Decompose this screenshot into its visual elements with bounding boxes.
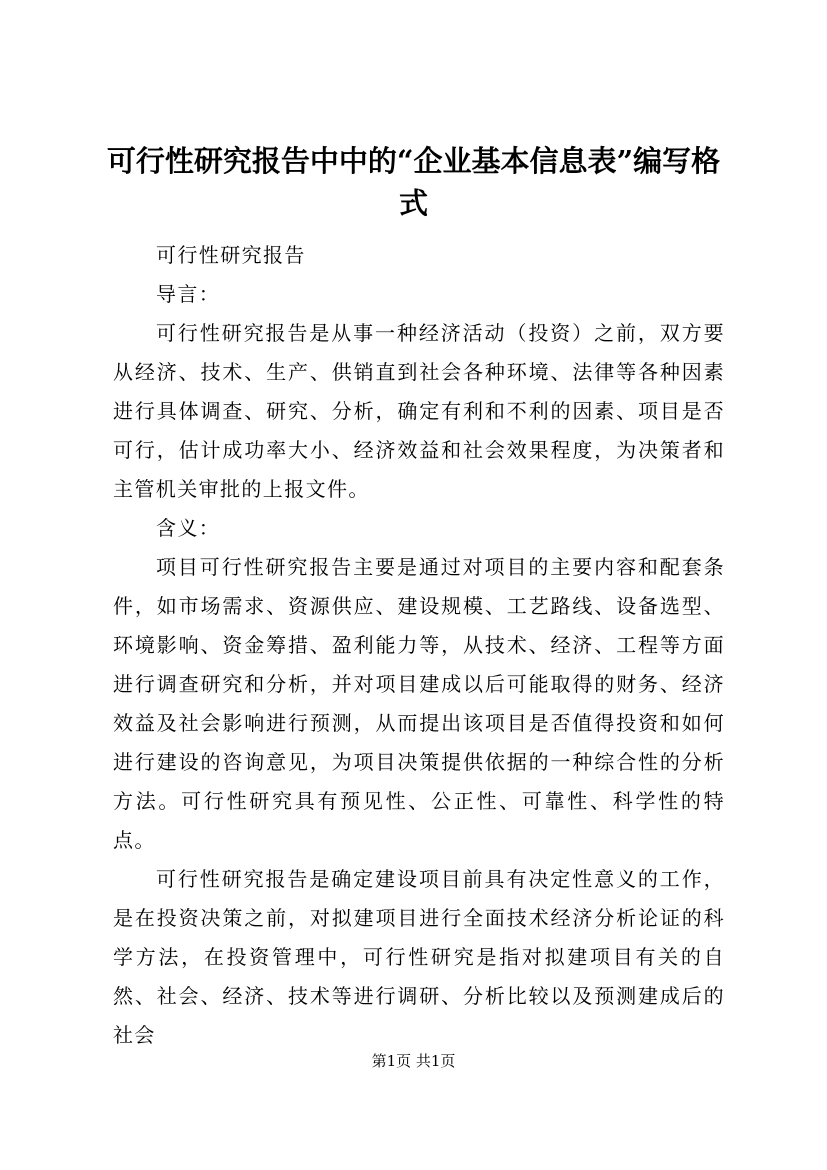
document-title: 可行性研究报告中中的“企业基本信息表”编写格式 (106, 144, 721, 220)
paragraph-importance-text: 可行性研究报告是确定建设项目前具有决定性意义的工作，是在投资决策之前，对拟建项目进行全面技术经济分析论证的科学方法，在投资管理中，可行性研究是指对拟建项目有关的自然、社会、经济、技术等进行调研、分析比较以及预测建成后的社会 (113, 867, 725, 1047)
document-body (113, 236, 725, 1055)
paragraph-intro-heading: 导言： (156, 282, 221, 306)
paragraph-meaning-text: 项目可行性研究报告主要是通过对项目的主要内容和配套条件，如市场需求、资源供应、建设规模、工艺路线、设备选型、环境影响、资金筹措、盈利能力等，从技术、经济、工程等方面进行调查研究和分析，并对项目建成以后可能取得的财务、经济效益及社会影响进行预测，从而提出该项目是否值得投资和如何进行建设的咨询意见，为项目决策提供依据的一种综合性的分析方法。可行性研究具有预见性、公正性、可靠性、科学性的特点。 (113, 555, 725, 852)
paragraph-meaning-heading: 含义： (156, 516, 221, 540)
page-footer: 第1页 共1页 (371, 1052, 456, 1070)
paragraph-intro-text: 可行性研究报告是从事一种经济活动（投资）之前，双方要从经济、技术、生产、供销直到社会各种环境、法律等各种因素进行具体调查、研究、分析，确定有利和不利的因素、项目是否可行，估计成功率大小、经济效益和社会效果程度，为决策者和主管机关审批的上报文件。 (113, 321, 725, 501)
paragraph-section-label: 可行性研究报告 (156, 243, 306, 267)
